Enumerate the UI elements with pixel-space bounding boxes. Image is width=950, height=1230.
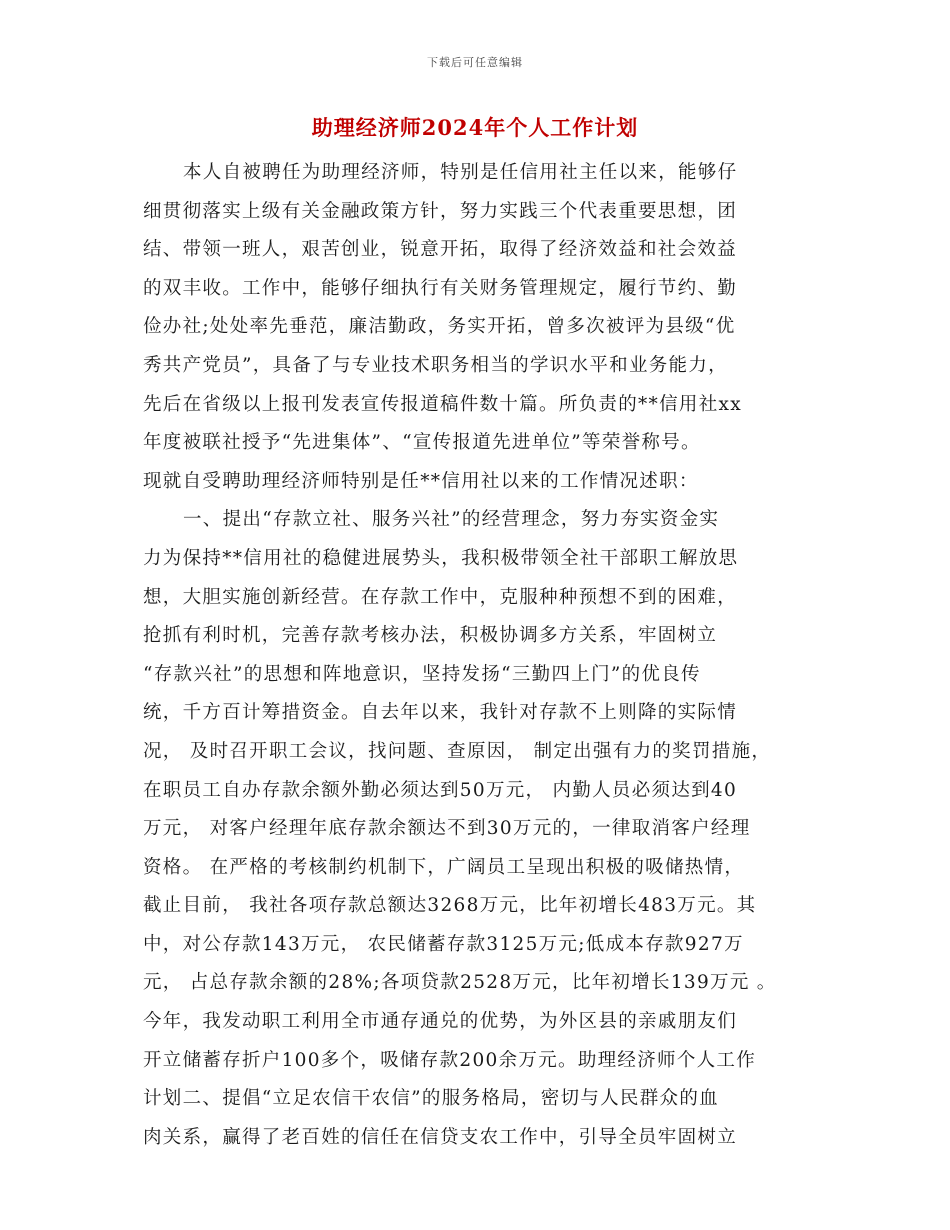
body-line: 先后在省级以上报刊发表宣传报道稿件数十篇。所负责的**信用社xx	[143, 393, 742, 415]
body-line: 统，千方百计筹措资金。自去年以来，我针对存款不上则降的实际情	[143, 702, 738, 724]
document-title: 助理经济师2024年个人工作计划	[311, 115, 639, 140]
body-line: 截止目前， 我社各项存款总额达3268万元，比年初增长483万元。其	[143, 895, 757, 917]
body-line: “存款兴社”的思想和阵地意识，坚持发扬“三勤四上门”的优良传	[143, 663, 701, 685]
header-note: 下载后可任意编辑	[427, 56, 523, 69]
body-line: 俭办社;处处率先垂范，廉洁勤政，务实开拓，曾多次被评为县级“优	[143, 316, 736, 338]
document-body	[143, 154, 809, 1157]
body-line: 的双丰收。工作中，能够仔细执行有关财务管理规定，履行节约、勤	[143, 277, 738, 299]
body-line: 结、带领一班人，艰苦创业，锐意开拓，取得了经济效益和社会效益	[143, 239, 738, 261]
body-line: 况， 及时召开职工会议，找问题、查原因， 制定出强有力的奖罚措施，	[143, 740, 772, 762]
body-line: 力为保持**信用社的稳健进展势头，我积极带领全社干部职工解放思	[143, 547, 739, 569]
body-line: 想，大胆实施创新经营。在存款工作中，克服种种预想不到的困难，	[143, 586, 738, 608]
body-line: 今年，我发动职工利用全市通存通兑的优势，为外区县的亲戚朋友们	[143, 1011, 738, 1033]
body-line: 万元， 对客户经理年底存款余额达不到30万元的，一律取消客户经理	[143, 818, 751, 840]
body-line: 本人自被聘任为助理经济师，特别是任信用社主任以来，能够仔	[183, 162, 738, 183]
body-line: 中，对公存款143万元， 农民储蓄存款3125万元;低成本存款927万	[143, 933, 744, 955]
body-line: 秀共产党员”，具备了与专业技术职务相当的学识水平和业务能力，	[143, 354, 728, 376]
body-line: 细贯彻落实上级有关金融政策方针，努力实践三个代表重要思想，团	[143, 200, 738, 222]
body-line: 开立储蓄存折户100多个，吸储存款200余万元。助理经济师个人工作	[143, 1049, 757, 1071]
body-line: 在职员工自办存款余额外勤必须达到50万元， 内勤人员必须达到40	[143, 779, 738, 801]
body-line: 一、提出“存款立社、服务兴社”的经营理念，努力夯实资金实	[183, 509, 720, 531]
body-line: 肉关系，赢得了老百姓的信任在信贷支农工作中，引导全员牢固树立	[143, 1126, 738, 1148]
body-line: 抢抓有利时机，完善存款考核办法，积极协调多方关系，牢固树立	[143, 625, 718, 647]
body-line: 元， 占总存款余额的28%;各项贷款2528万元，比年初增长139万元 。	[143, 972, 777, 994]
body-line: 年度被联社授予“先进集体”、“宣传报道先进单位”等荣誉称号。	[143, 432, 701, 454]
body-line: 现就自受聘助理经济师特别是任**信用社以来的工作情况述职：	[143, 470, 699, 492]
body-line: 计划二、提倡“立足农信干农信”的服务格局，密切与人民群众的血	[143, 1088, 719, 1110]
body-line: 资格。 在严格的考核制约机制下，广阔员工呈现出积极的吸储热情，	[143, 856, 745, 878]
